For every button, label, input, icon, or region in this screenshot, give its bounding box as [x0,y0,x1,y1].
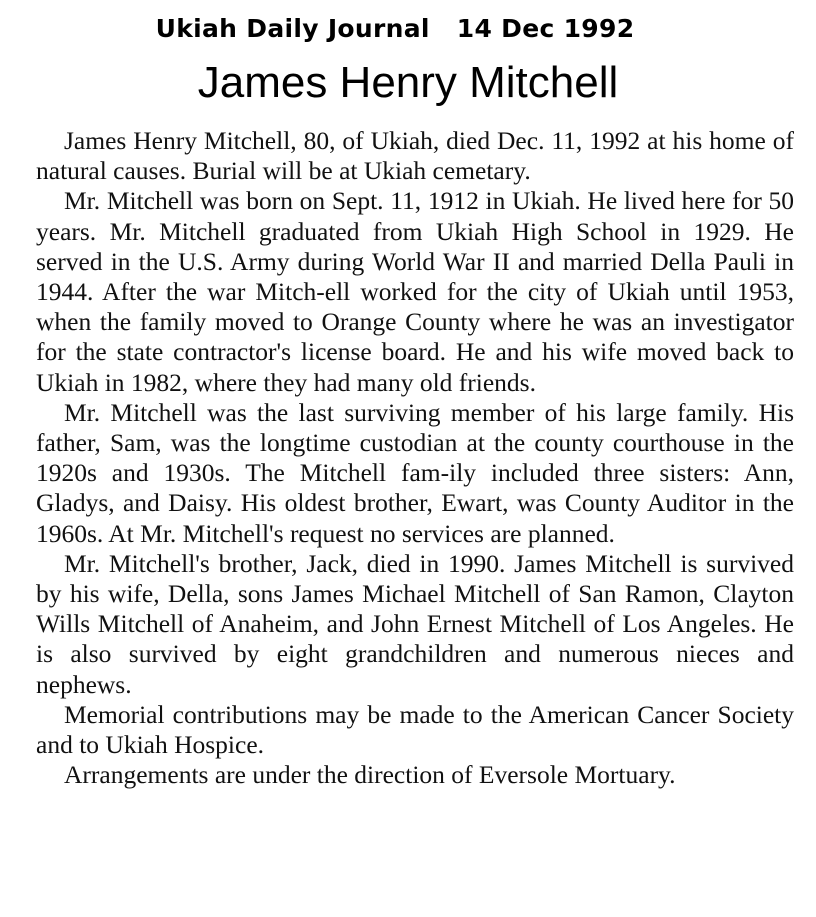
article-body [36,126,794,790]
paragraph-memorial: Memorial contributions may be made to the American Cancer Society and to Ukiah Hospice. [36,699,794,760]
source-line [0,14,790,43]
publication-name: Ukiah Daily Journal [155,14,430,43]
paragraph-survivors: Mr. Mitchell's brother, Jack, died in 1990. James Mitchell is survived by his wife, Della, sons James Michael Mitchell of San Ramon, Clayton Wills Mitchell of Anaheim, and John Ernest Mitchell of Los Angeles. He is also survived by eight grandchildren and numerous nieces and nephews. [36,548,794,699]
headline: James Henry Mitchell [197,58,619,107]
paragraph-death-notice: James Henry Mitchell, 80, of Ukiah, died Dec. 11, 1992 at his home of natural causes. Burial will be at Ukiah cemetary. [36,126,794,186]
paragraph-family: Mr. Mitchell was the last surviving member of his large family. His father, Sam, was the longtime custodian at the county courthouse in the 1920s and 1930s. The Mitchell fam-ily included three sisters: Ann, Gladys, and Daisy. His oldest brother, Ewart, was County Auditor in the 1960s. At Mr. Mitchell's request no services are planned. [36,397,794,548]
paragraph-biography: Mr. Mitchell was born on Sept. 11, 1912 in Ukiah. He lived here for 50 years. Mr. Mitchell graduated from Ukiah High School in 1929. He served in the U.S. Army during World War II and married Della Pauli in 1944. After the war Mitch-ell worked for the city of Ukiah until 1953, when the family moved to Orange County where he was an investigator for the state contractor's license board. He and his wife moved back to Ukiah in 1982, where they had many old friends. [36,186,794,397]
publication-date: 14 Dec 1992 [456,14,635,43]
paragraph-arrangements: Arrangements are under the direction of Eversole Mortuary. [64,760,676,790]
